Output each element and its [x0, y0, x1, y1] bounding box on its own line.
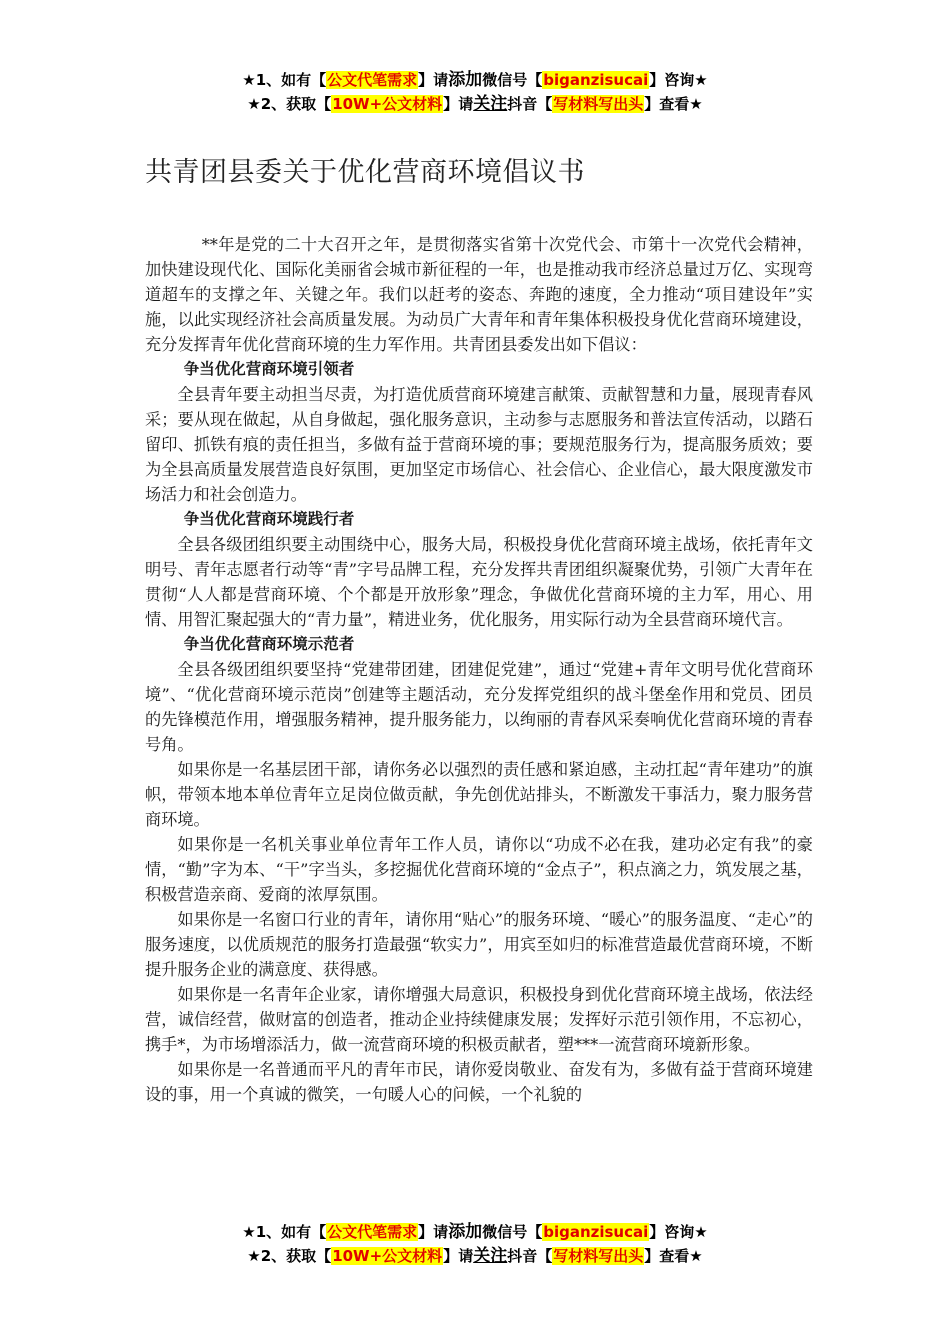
promo-banner-top	[0, 68, 950, 116]
promo-line-1	[0, 1220, 950, 1244]
promo-text: 抖音【	[507, 1247, 553, 1265]
promo-text: 】请	[418, 1223, 449, 1241]
intro-paragraph: **年是党的二十大召开之年，是贯彻落实省第十次党代会、市第十一次党代会精神，加快建设现代化、国际化美丽省会城市新征程的一年，也是推动我市经济总量过万亿、实现弯道超车的支撑之年、关键之年。我们以赶考的姿态、奔跑的速度，全力推动“项目建设年”实施，以此实现经济社会高质量发展。为动员广大青年和青年集体积极投身优化营商环境建设，充分发挥青年优化营商环境的生力军作用。共青团县委发出如下倡议：	[145, 235, 813, 354]
promo-text: 微信号【	[482, 1223, 543, 1241]
promo-text: 】请	[418, 71, 449, 89]
section-paragraph: 全县青年要主动担当尽责，为打造优质营商环境建言献策、贡献智慧和力量，展现青春风采；要从现在做起，从自身做起，强化服务意识，主动参与志愿服务和普法宣传活动，以踏石留印、抓铁有痕的责任担当，多做有益于营商环境的事；要规范服务行为，提高服务质效；要为全县高质量发展营造良好氛围，更加坚定市场信心、社会信心、企业信心，最大限度激发市场活力和社会创造力。	[145, 385, 813, 504]
promo-text: 】查看★	[644, 95, 703, 113]
promo-text: ★2、获取【	[247, 1247, 332, 1265]
document-title: 共青团县委关于优化营商环境倡议书	[145, 157, 585, 188]
promo-emphasis: 添加	[448, 70, 483, 90]
promo-emphasis: 关注	[473, 1246, 508, 1266]
promo-text: 】请	[443, 95, 474, 113]
body-paragraph: 如果你是一名普通而平凡的青年市民，请你爱岗敬业、奋发有为，多做有益于营商环境建设的事，用一个真诚的微笑，一句暖人心的问候，一个礼貌的	[145, 1060, 813, 1104]
body-paragraph: 如果你是一名窗口行业的青年，请你用“贴心”的服务环境、“暖心”的服务温度、“走心”的服务速度，以优质规范的服务打造最强“软实力”，用宾至如归的标准营造最优营商环境，不断提升服务企业的满意度、获得感。	[145, 910, 813, 979]
promo-highlight: 公文代笔需求	[327, 1223, 418, 1241]
promo-highlight: 10W+公文材料	[332, 1247, 443, 1265]
promo-text: 】请	[443, 1247, 474, 1265]
promo-banner-bottom	[0, 1220, 950, 1268]
promo-highlight: 10W+公文材料	[332, 95, 443, 113]
promo-highlight-wechat-id: biganzisucai	[543, 71, 649, 89]
promo-highlight-wechat-id: biganzisucai	[543, 1223, 649, 1241]
promo-highlight-douyin: 写材料写出头	[553, 95, 644, 113]
promo-text: 抖音【	[507, 95, 553, 113]
promo-emphasis: 关注	[473, 94, 508, 114]
section-paragraph: 全县各级团组织要坚持“党建带团建，团建促党建”，通过“党建+青年文明号优化营商环境”、“优化营商环境示范岗”创建等主题活动，充分发挥党组织的战斗堡垒作用和党员、团员的先锋模范作用，增强服务精神，提升服务能力，以绚丽的青春风采奏响优化营商环境的青春号角。	[145, 660, 813, 754]
body-paragraph: 如果你是一名基层团干部，请你务必以强烈的责任感和紧迫感，主动扛起“青年建功”的旗帜，带领本地本单位青年立足岗位做贡献，争先创优站排头，不断激发干事活力，聚力服务营商环境。	[145, 760, 813, 829]
section-heading-practitioner: 争当优化营商环境践行者	[183, 510, 355, 528]
promo-text: 微信号【	[482, 71, 543, 89]
promo-text: ★2、获取【	[247, 95, 332, 113]
promo-highlight: 公文代笔需求	[327, 71, 418, 89]
promo-emphasis: 添加	[448, 1222, 483, 1242]
promo-text: 】查看★	[644, 1247, 703, 1265]
promo-text: ★1、如有【	[242, 71, 327, 89]
promo-text: 】咨询★	[649, 1223, 708, 1241]
promo-text: ★1、如有【	[242, 1223, 327, 1241]
promo-line-2	[0, 1244, 950, 1268]
promo-text: 】咨询★	[649, 71, 708, 89]
promo-line-2	[0, 92, 950, 116]
body-paragraph: 如果你是一名青年企业家，请你增强大局意识，积极投身到优化营商环境主战场，依法经营，诚信经营，做财富的创造者，推动企业持续健康发展；发挥好示范引领作用，不忘初心，携手*，为市场增添活力，做一流营商环境的积极贡献者，塑***一流营商环境新形象。	[145, 985, 813, 1054]
section-heading-model: 争当优化营商环境示范者	[183, 635, 355, 653]
section-heading-leader: 争当优化营商环境引领者	[183, 360, 355, 378]
document-body	[145, 232, 813, 1107]
promo-line-1	[0, 68, 950, 92]
body-paragraph: 如果你是一名机关事业单位青年工作人员，请你以“功成不必在我，建功必定有我”的豪情，“勤”字为本、“干”字当头，多挖掘优化营商环境的“金点子”，积点滴之力，筑发展之基，积极营造亲商、爱商的浓厚氛围。	[145, 835, 813, 904]
promo-highlight-douyin: 写材料写出头	[553, 1247, 644, 1265]
section-paragraph: 全县各级团组织要主动围绕中心，服务大局，积极投身优化营商环境主战场，依托青年文明号、青年志愿者行动等“青”字号品牌工程，充分发挥共青团组织凝聚优势，引领广大青年在贯彻“人人都是营商环境、个个都是开放形象”理念，争做优化营商环境的主力军，用心、用情、用智汇聚起强大的“青力量”，精进业务，优化服务，用实际行动为全县营商环境代言。	[145, 535, 813, 629]
